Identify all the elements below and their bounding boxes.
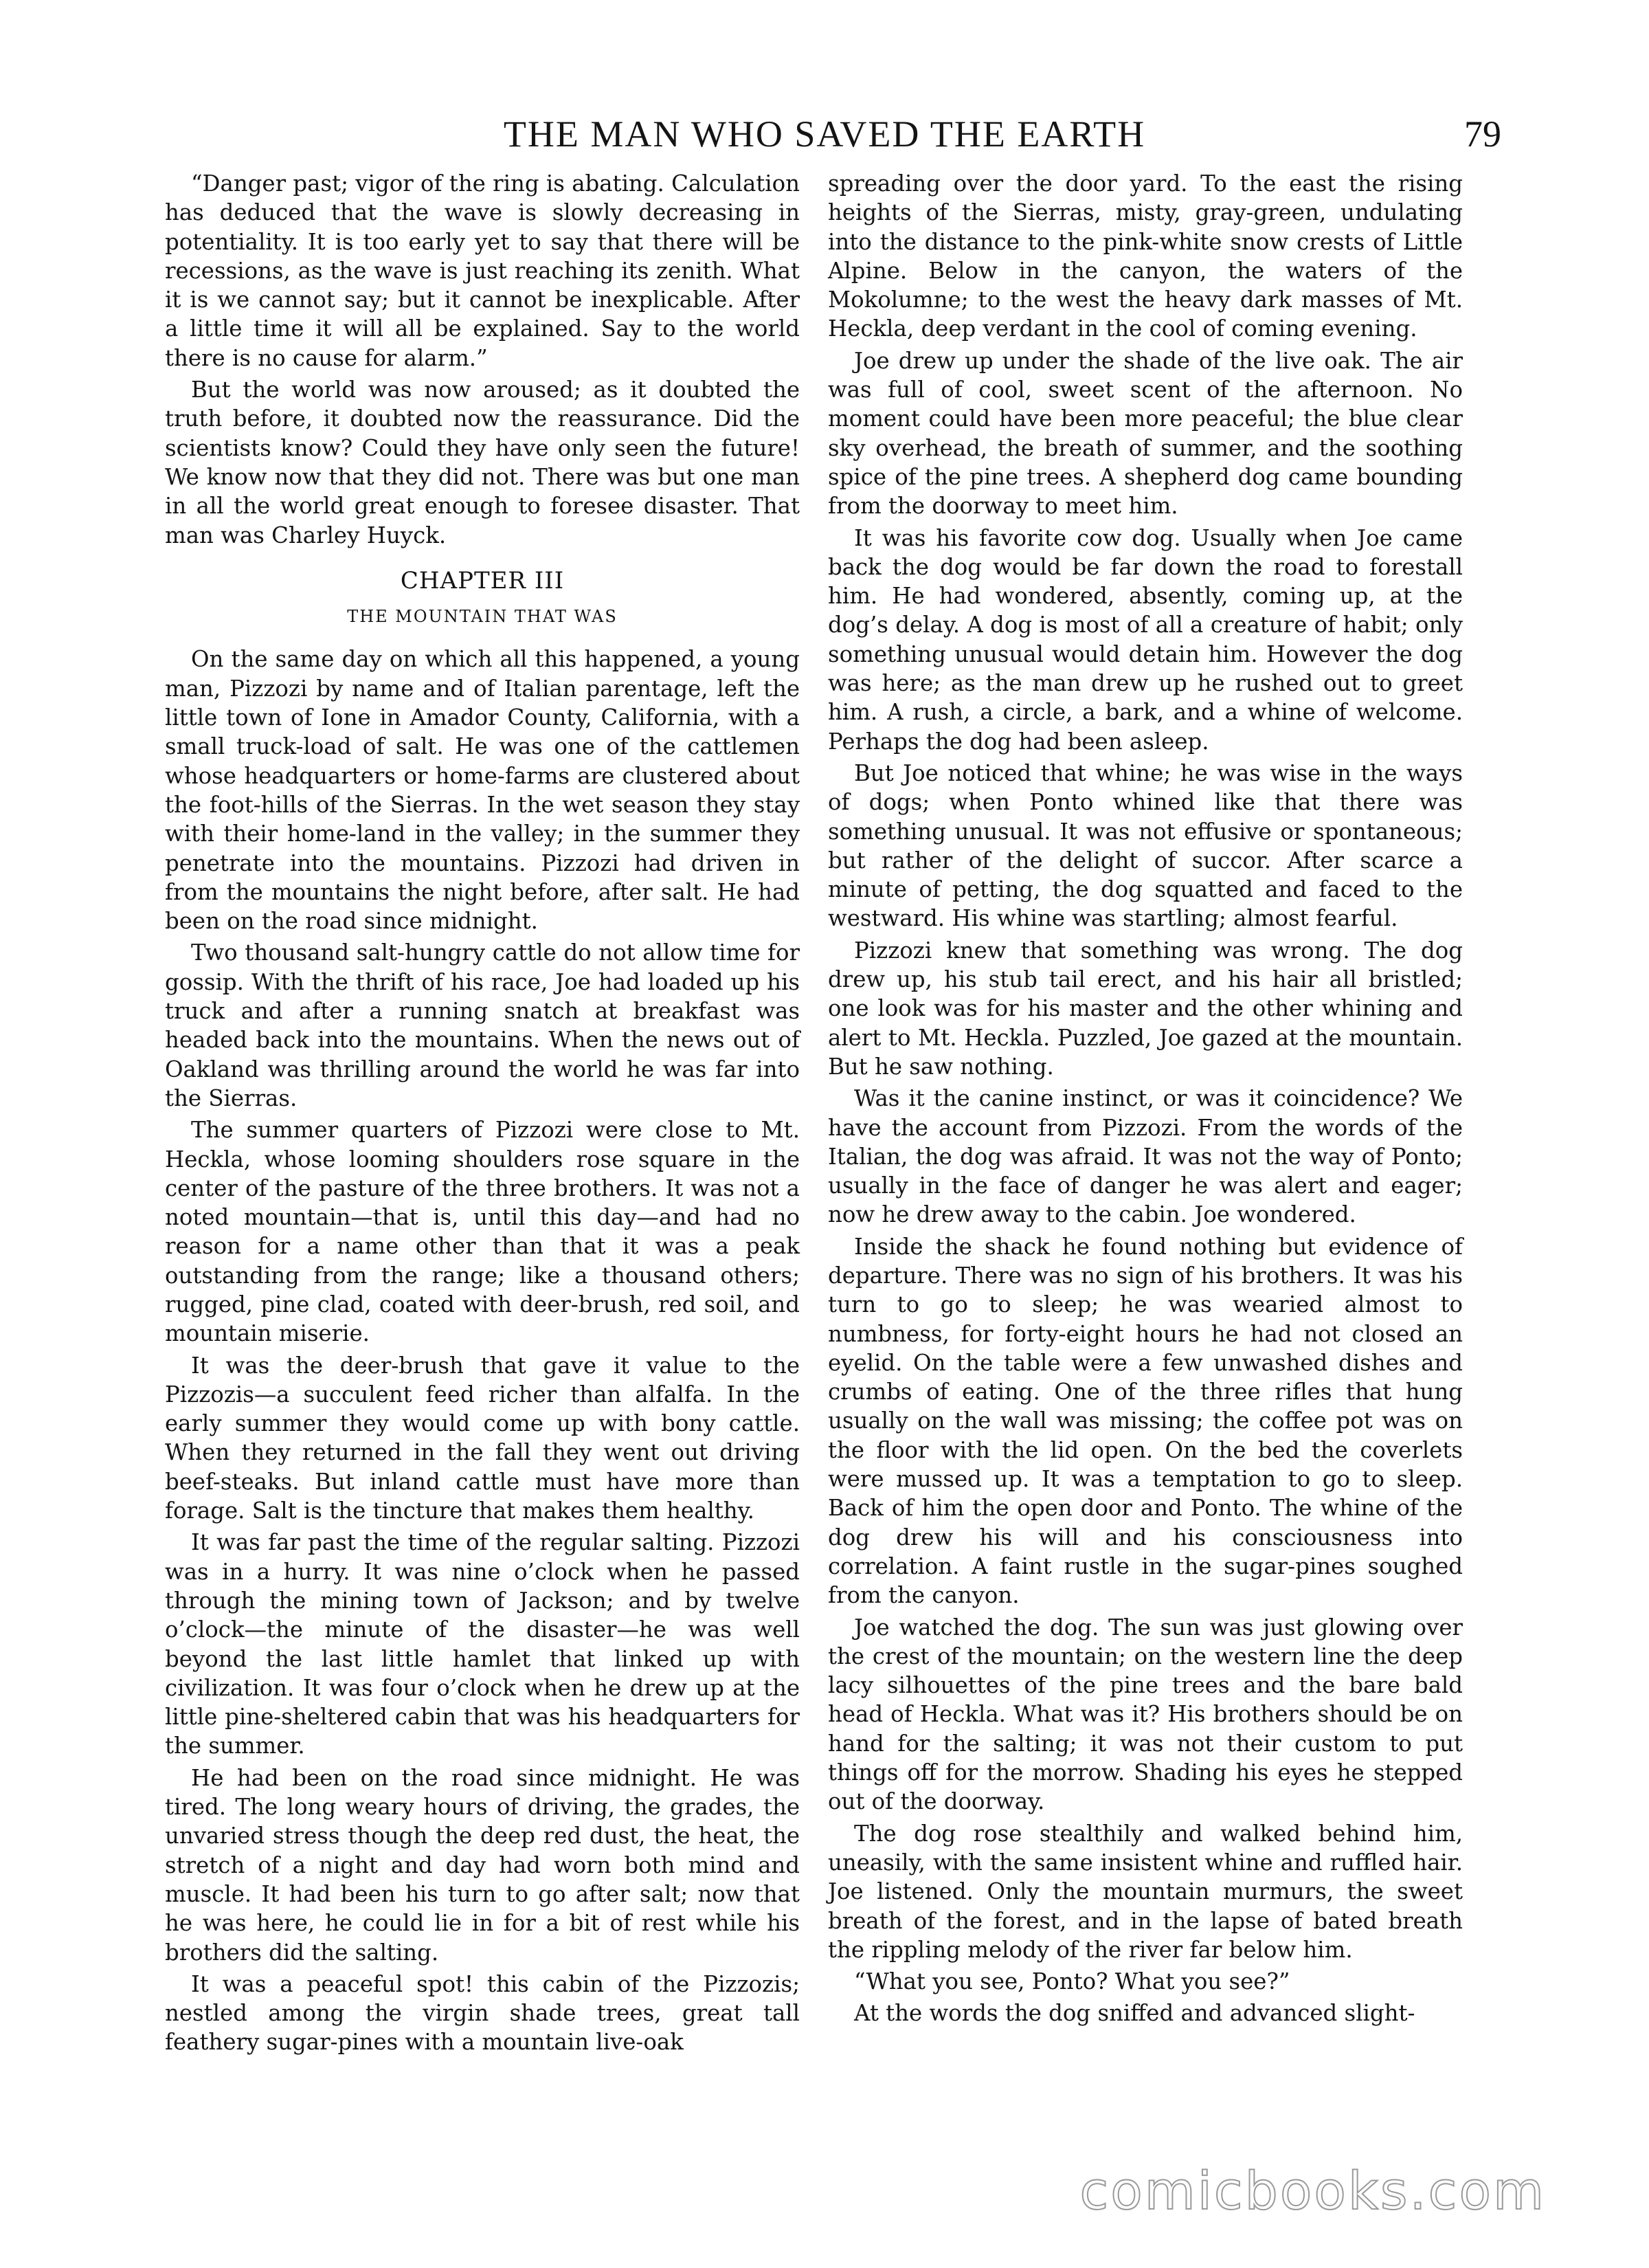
running-header xyxy=(0,103,1649,165)
paragraph: It was the deer-brush that gave it value to the Pizzozis—a succulent feed richer than alfalfa. In the early summer they would come up with bony cattle. When they returned in the fall they went out driving beef-steaks. But inland cattle must have more than forage. Salt is the tincture that makes them healthy. xyxy=(165,1352,800,1524)
paragraph: Joe watched the dog. The sun was just glowing over the crest of the mountain; on the western line the deep lacy silhouettes of the pine trees and the bare bald head of Heckla. What was it? His brothers should be on hand for the salting; it was not their custom to put things off for the morrow. Shading his eyes he stepped out of the doorway. xyxy=(828,1614,1463,1815)
paragraph: “Danger past; vigor of the ring is abating. Calculation has deduced that the wave is slowly decreasing in potentiality. It is too early yet to say that there will be recessions, as the wave is just reaching its zenith. What it is we cannot say; but it cannot be inexplicable. After a little time it will all be explained. Say to the world there is no cause for alarm.” xyxy=(165,170,800,371)
paragraph: The dog rose stealthily and walked behind him, uneasily, with the same insistent whine and ruffled hair. Joe listened. Only the mountain murmurs, the sweet breath of the forest, and in the lapse of bated breath the rippling melody of the river far below him. xyxy=(828,1820,1463,1963)
paragraph: Two thousand salt-hungry cattle do not allow time for gossip. With the thrift of his race, Joe had loaded up his truck and after a running snatch at breakfast was headed back into the mountains. When the news out of Oakland was thrilling around the world he was far into the Sierras. xyxy=(165,940,800,1111)
paragraph: spreading over the door yard. To the east the rising heights of the Sierras, misty, gray-green, undulating into the distance to the pink-white snow crests of Little Alpine. Below in the canyon, the waters of the Mokolumne; to the west the heavy dark masses of Mt. Heckla, deep verdant in the cool of coming evening. xyxy=(828,170,1463,342)
paragraph: Inside the shack he found nothing but evidence of departure. There was no sign of his brothers. It was his turn to go to sleep; he was wearied almost to numbness, for forty-eight hours he had not closed an eyelid. On the table were a few unwashed dishes and crumbs of eating. One of the three rifles that hung usually on the wall was missing; the coffee pot was on the floor with the lid open. On the bed the coverlets were mussed up. It was a temptation to go to sleep. Back of him the open door and Ponto. The whine of the dog drew his will and his consciousness into correlation. A faint rustle in the sugar-pines soughed from the canyon. xyxy=(828,1233,1463,1609)
paragraph: “What you see, Ponto? What you see?” xyxy=(854,1968,1290,1995)
paragraph: It was far past the time of the regular salting. Pizzozi was in a hurry. It was nine o’clock when he passed through the mining town of Jackson; and by twelve o’clock—the minute of the disaster—he was well beyond the last little hamlet that linked up with civilization. It was four o’clock when he drew up at the little pine-sheltered cabin that was his headquarters for the summer. xyxy=(165,1529,800,1759)
paragraph: It was a peaceful spot! this cabin of the Pizzozis; nestled among the virgin shade trees, great tall feathery sugar-pines with a mountain live-oak xyxy=(165,1970,800,2056)
page-number: 79 xyxy=(1464,113,1501,155)
chapter-subtitle: THE MOUNTAIN THAT WAS xyxy=(347,607,618,627)
paragraph: Pizzozi knew that something was wrong. The dog drew up, his stub tail erect, and his hair all bristled; one look was for his master and the other whining and alert to Mt. Heckla. Puzzled, Joe gazed at the mountain. But he saw nothing. xyxy=(828,937,1463,1080)
paragraph: At the words the dog sniffed and advanced slight- xyxy=(854,2000,1415,2027)
page-title: THE MAN WHO SAVED THE EARTH xyxy=(503,113,1146,155)
paragraph: But the world was now aroused; as it doubted the truth before, it doubted now the reassurance. Did the scientists know? Could they have only seen the future! We know now that they did not. There was but one man in all the world great enough to foresee disaster. That man was Charley Huyck. xyxy=(165,377,800,548)
paragraph: It was his favorite cow dog. Usually when Joe came back the dog would be far down the road to forestall him. He had wondered, absently, coming up, at the dog’s delay. A dog is most of all a creature of habit; only something unusual would detain him. However the dog was here; as the man drew up he rushed out to greet him. A rush, a circle, a bark, and a whine of welcome. Perhaps the dog had been asleep. xyxy=(828,524,1463,755)
paragraph: Was it the canine instinct, or was it coincidence? We have the account from Pizzozi. From the words of the Italian, the dog was afraid. It was not the way of Ponto; usually in the face of danger he was alert and eager; now he drew away to the cabin. Joe wondered. xyxy=(828,1085,1463,1228)
chapter-heading: CHAPTER III xyxy=(400,566,565,594)
paragraph: But Joe noticed that whine; he was wise in the ways of dogs; when Ponto whined like that there was something unusual. It was not effusive or spontaneous; but rather of the delight of succor. After scarce a minute of petting, the dog squatted and faced to the westward. His whine was startling; almost fearful. xyxy=(828,759,1463,932)
watermark: comicbooks.com xyxy=(1079,2160,1546,2221)
paragraph: On the same day on which all this happened, a young man, Pizzozi by name and of Italian parentage, left the little town of Ione in Amador County, California, with a small truck-load of salt. He was one of the cattlemen whose headquarters or home-farms are clustered about the foot-hills of the Sierras. In the wet season they stay with their home-land in the valley; in the summer they penetrate into the mountains. Pizzozi had driven in from the mountains the night before, after salt. He had been on the road since midnight. xyxy=(165,646,800,935)
paragraph: Joe drew up under the shade of the live oak. The air was full of cool, sweet scent of the afternoon. No moment could have been more peaceful; the blue clear sky overhead, the breath of summer, and the soothing spice of the pine trees. A shepherd dog came bounding from the doorway to meet him. xyxy=(828,347,1463,520)
left-column xyxy=(165,169,800,2060)
paragraph: He had been on the road since midnight. He was tired. The long weary hours of driving, the grades, the unvaried stress though the deep red dust, the heat, the stretch of a night and day had worn both mind and muscle. It had been his turn to go after salt; now that he was here, he could lie in for a bit of rest while his brothers did the salting. xyxy=(165,1764,800,1966)
paragraph: The summer quarters of Pizzozi were close to Mt. Heckla, whose looming shoulders rose square in the center of the pasture of the three brothers. It was not a noted mountain—that is, until this day—and had no reason for a name other than that it was a peak outstanding from the range; like a thousand others; rugged, pine clad, coated with deer-brush, red soil, and mountain miserie. xyxy=(165,1117,800,1347)
right-column xyxy=(828,169,1463,2031)
